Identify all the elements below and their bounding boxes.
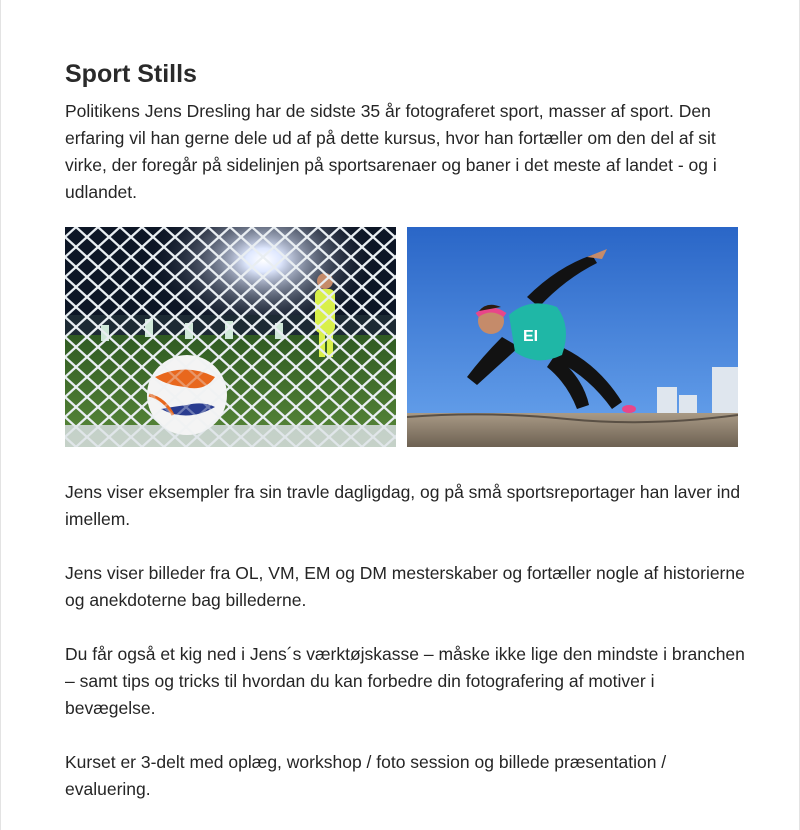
article-intro: Politikens Jens Dresling har de sidste 35 år fotograferet sport, masser af sport. Den erfaring vil han gerne dele ud af på dette kursus, hvor han fortæller om den del af sit virke, der foregår på sidelinjen på sportsarenaer og baner i det meste af landet - og i udlandet. [65, 101, 717, 202]
shirt-text: EI [523, 328, 539, 345]
paragraph-3: Du får også et kig ned i Jens´s værktøjskasse – måske ikke lige den mindste i branchen – samt tips og tricks til hvordan du kan forbedre din fotografering af motiver i bevægelse. [65, 644, 745, 718]
article-title: Sport Stills [65, 60, 197, 88]
paragraph-2: Jens viser billeder fra OL, VM, EM og DM mesterskaber og fortæller nogle af historierne og anekdoterne bag billederne. [65, 563, 745, 610]
paragraph-4: Kurset er 3-delt med oplæg, workshop / foto session og billede præsentation / evaluering. [65, 752, 667, 799]
football-goal-illustration [65, 227, 396, 447]
athlete-obstacle-illustration [407, 227, 738, 447]
article [65, 56, 745, 803]
athlete-obstacle-photo [407, 227, 738, 447]
photo-row [65, 227, 745, 447]
football-goal-photo [65, 227, 396, 447]
paragraph-1: Jens viser eksempler fra sin travle dagligdag, og på små sportsreportager han laver ind imellem. [65, 482, 741, 529]
